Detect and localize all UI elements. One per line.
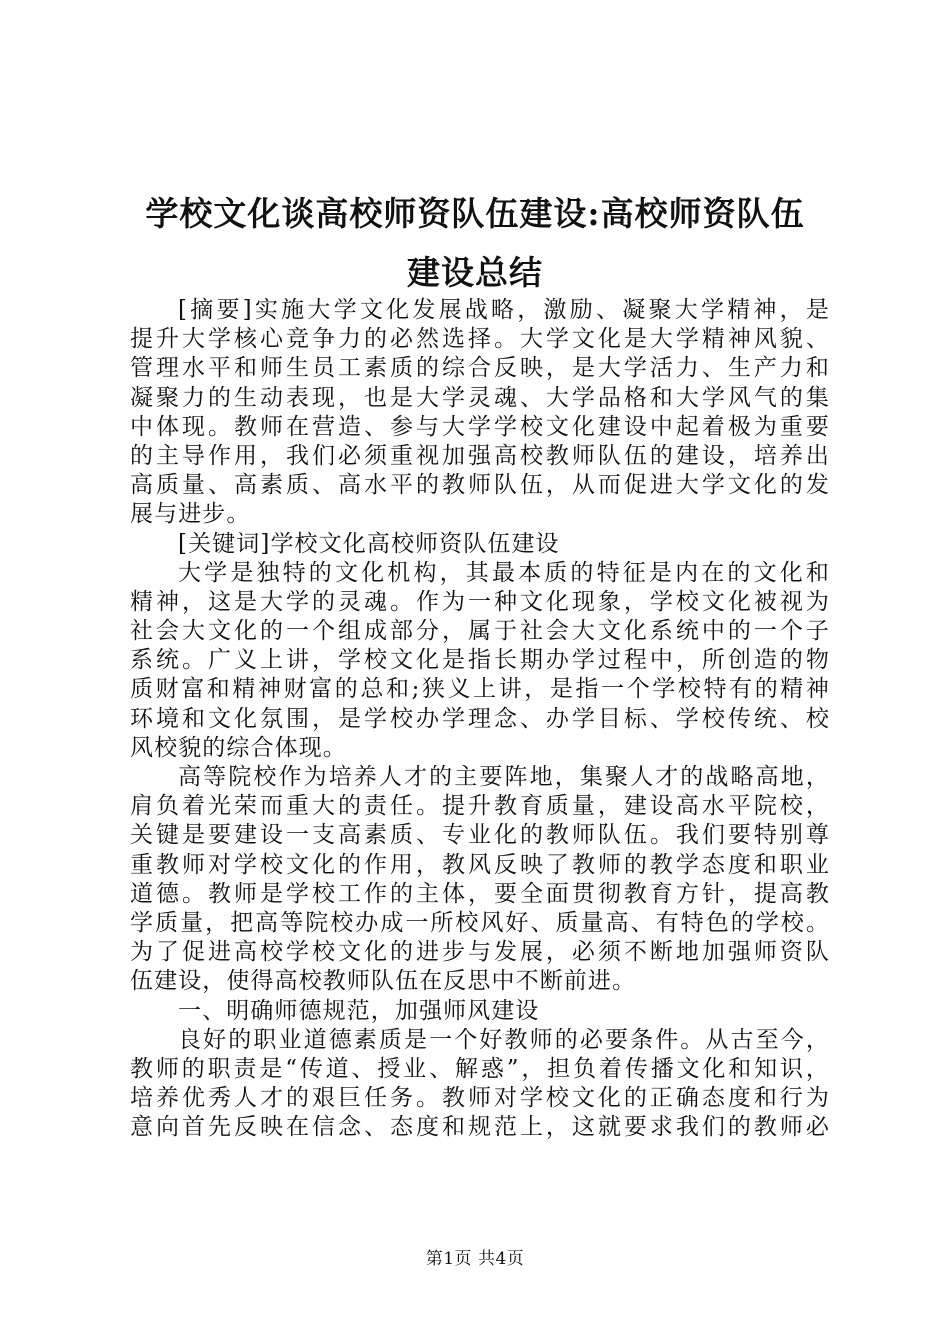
- text-line: 道德。教师是学校工作的主体，要全面贯彻教育方针，提高教: [130, 880, 830, 907]
- text-line: 中体现。教师在营造、参与大学学校文化建设中起着极为重要: [130, 413, 830, 440]
- text-line: 凝聚力的生动表现，也是大学灵魂、大学品格和大学风气的集: [130, 384, 830, 411]
- keywords-line: [关键词]学校文化高校师资队伍建设: [178, 530, 560, 557]
- document-body: [130, 296, 830, 1142]
- text-line: 意向首先反映在信念、态度和规范上，这就要求我们的教师必: [130, 1114, 830, 1141]
- text-line: 学质量，把高等院校办成一所校风好、质量高、有特色的学校。: [130, 909, 830, 936]
- text-line: 展与进步。: [130, 501, 251, 528]
- text-line: 教师的职责是“传道、授业、解惑”，担负着传播文化和知识，: [130, 1055, 830, 1082]
- page-footer: 第1页 共4页: [425, 1249, 525, 1269]
- text-line: 社会大文化的一个组成部分，属于社会大文化系统中的一个子: [130, 618, 830, 645]
- text-line: 高等院校作为培养人才的主要阵地，集聚人才的战略高地，: [178, 764, 830, 790]
- text-line: 系统。广义上讲，学校文化是指长期办学过程中，所创造的物: [130, 647, 830, 674]
- document-title-line-1: 学校文化谈高校师资队伍建设:高校师资队伍: [145, 194, 805, 233]
- text-line: 为了促进高校学校文化的进步与发展，必须不断地加强师资队: [130, 939, 830, 966]
- text-line: 培养优秀人才的艰巨任务。教师对学校文化的正确态度和行为: [130, 1085, 830, 1112]
- text-line: [摘要]实施大学文化发展战略，激励、凝聚大学精神，是: [178, 297, 830, 323]
- section-heading: 一、明确师德规范，加强师风建设: [178, 997, 540, 1024]
- text-line: 风校貌的综合体现。: [130, 734, 347, 761]
- text-line: 的主导作用，我们必须重视加强高校教师队伍的建设，培养出: [130, 442, 830, 469]
- text-line: 质财富和精神财富的总和;狭义上讲，是指一个学校特有的精神: [130, 676, 830, 703]
- text-line: 管理水平和师生员工素质的综合反映，是大学活力、生产力和: [130, 355, 830, 382]
- text-line: 提升大学核心竞争力的必然选择。大学文化是大学精神风貌、: [130, 326, 830, 353]
- text-line: 良好的职业道德素质是一个好教师的必要条件。从古至今，: [178, 1026, 830, 1053]
- text-line: 肩负着光荣而重大的责任。提升教育质量，建设高水平院校，: [130, 793, 830, 820]
- document-title-line-2: 建设总结: [407, 253, 543, 292]
- text-line: 重教师对学校文化的作用，教风反映了教师的教学态度和职业: [130, 851, 830, 878]
- text-line: 大学是独特的文化机构，其最本质的特征是内在的文化和: [178, 559, 830, 586]
- text-line: 精神，这是大学的灵魂。作为一种文化现象，学校文化被视为: [130, 588, 830, 615]
- text-line: 高质量、高素质、高水平的教师队伍，从而促进大学文化的发: [130, 472, 830, 499]
- text-line: 伍建设，使得高校教师队伍在反思中不断前进。: [130, 968, 637, 995]
- text-line: 关键是要建设一支高素质、专业化的教师队伍。我们要特别尊: [130, 822, 830, 849]
- text-line: 环境和文化氛围，是学校办学理念、办学目标、学校传统、校: [130, 705, 830, 732]
